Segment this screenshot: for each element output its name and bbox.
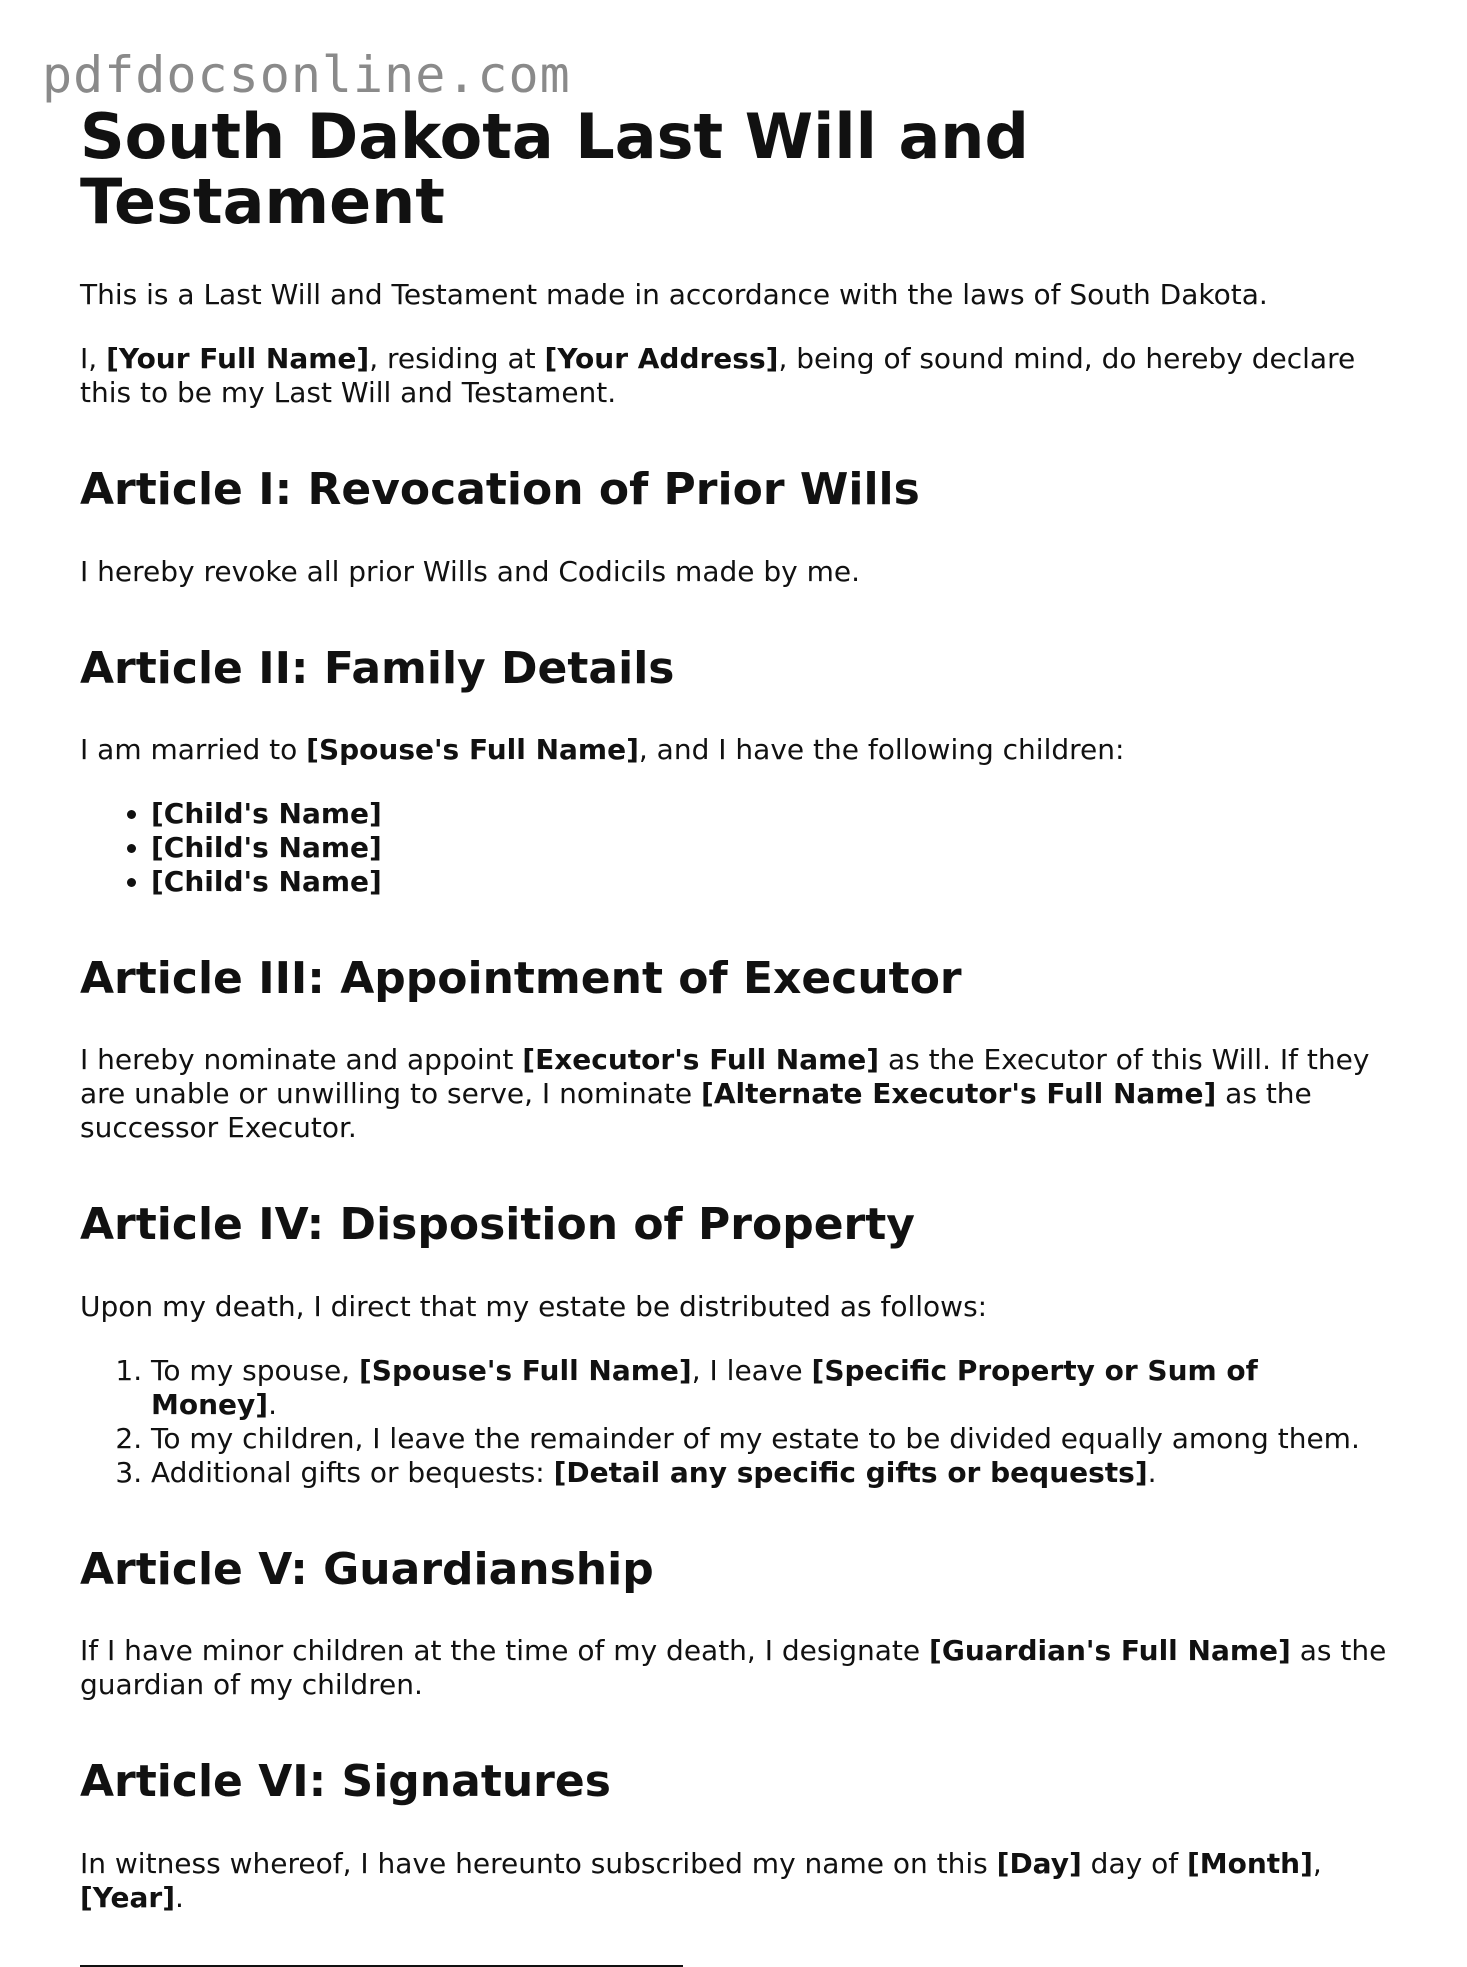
month-field: [Month] — [1186, 1846, 1313, 1880]
article-6-text: In witness whereof, I have hereunto subscribed my name on this [Day] day of [Month], [Year]. — [80, 1846, 1322, 1914]
property-field: [Specific Property or Sum of Money] — [151, 1353, 1258, 1421]
list-item: • [Child's Name] — [151, 865, 1390, 899]
article-4-intro: Upon my death, I direct that my estate be distributed as follows: — [80, 1289, 988, 1323]
article-3-heading: Article III: Appointment of Executor — [80, 952, 962, 1004]
article-2-heading: Article II: Family Details — [80, 642, 675, 694]
article-5-heading: Article V: Guardianship — [80, 1543, 654, 1595]
executor-name-field: [Executor's Full Name] — [522, 1043, 880, 1077]
children-list — [80, 797, 1390, 899]
intro-paragraph: This is a Last Will and Testament made in accordance with the laws of South Dakota. — [80, 278, 1268, 312]
declaration-paragraph: I, [Your Full Name], residing at [Your Address], being of sound mind, do hereby declare this to be my Last Will and Testament. — [80, 342, 1356, 410]
article-5-text: If I have minor children at the time of my death, I designate [Guardian's Full Name] as the guardian of my children. — [80, 1634, 1387, 1702]
list-item: 2. To my children, I leave the remainder of my estate to be divided equally among them. — [151, 1422, 1390, 1456]
spouse-name-field: [Spouse's Full Name] — [306, 732, 639, 766]
will-document — [80, 100, 1390, 1967]
year-field: [Year] — [80, 1880, 175, 1914]
list-item: 3. Additional gifts or bequests: [Detail any specific gifts or bequests]. — [151, 1456, 1390, 1490]
testator-address-field: [Your Address] — [544, 342, 779, 376]
guardian-name-field: [Guardian's Full Name] — [929, 1634, 1291, 1668]
article-2-text: I am married to [Spouse's Full Name], and I have the following children: — [80, 732, 1125, 766]
testator-name-field: [Your Full Name] — [106, 342, 370, 376]
article-1-text: I hereby revoke all prior Wills and Codicils made by me. — [80, 554, 861, 588]
distribution-list — [80, 1354, 1390, 1490]
alternate-executor-field: [Alternate Executor's Full Name] — [701, 1077, 1217, 1111]
spouse-name-field: [Spouse's Full Name] — [358, 1353, 692, 1387]
day-field: [Day] — [996, 1846, 1082, 1880]
list-item: • [Child's Name] — [151, 831, 1390, 865]
watermark: pdfdocsonline.com — [42, 46, 571, 104]
article-3-text: I hereby nominate and appoint [Executor's Full Name] as the Executor of this Will. If they are unable or unwilling to serve, I nominate [Alternate Executor's Full Name] as the successor Executor. — [80, 1043, 1370, 1145]
list-item: 1. To my spouse, [Spouse's Full Name], I leave [Specific Property or Sum of Money]. — [151, 1354, 1390, 1422]
list-item: • [Child's Name] — [151, 797, 1390, 831]
gifts-field: [Detail any specific gifts or bequests] — [553, 1455, 1148, 1489]
document-title: South Dakota Last Will and Testament — [80, 100, 1029, 239]
signature-line — [80, 1965, 683, 1967]
article-1-heading: Article I: Revocation of Prior Wills — [80, 464, 920, 516]
article-6-heading: Article VI: Signatures — [80, 1756, 611, 1808]
article-4-heading: Article IV: Disposition of Property — [80, 1199, 915, 1251]
